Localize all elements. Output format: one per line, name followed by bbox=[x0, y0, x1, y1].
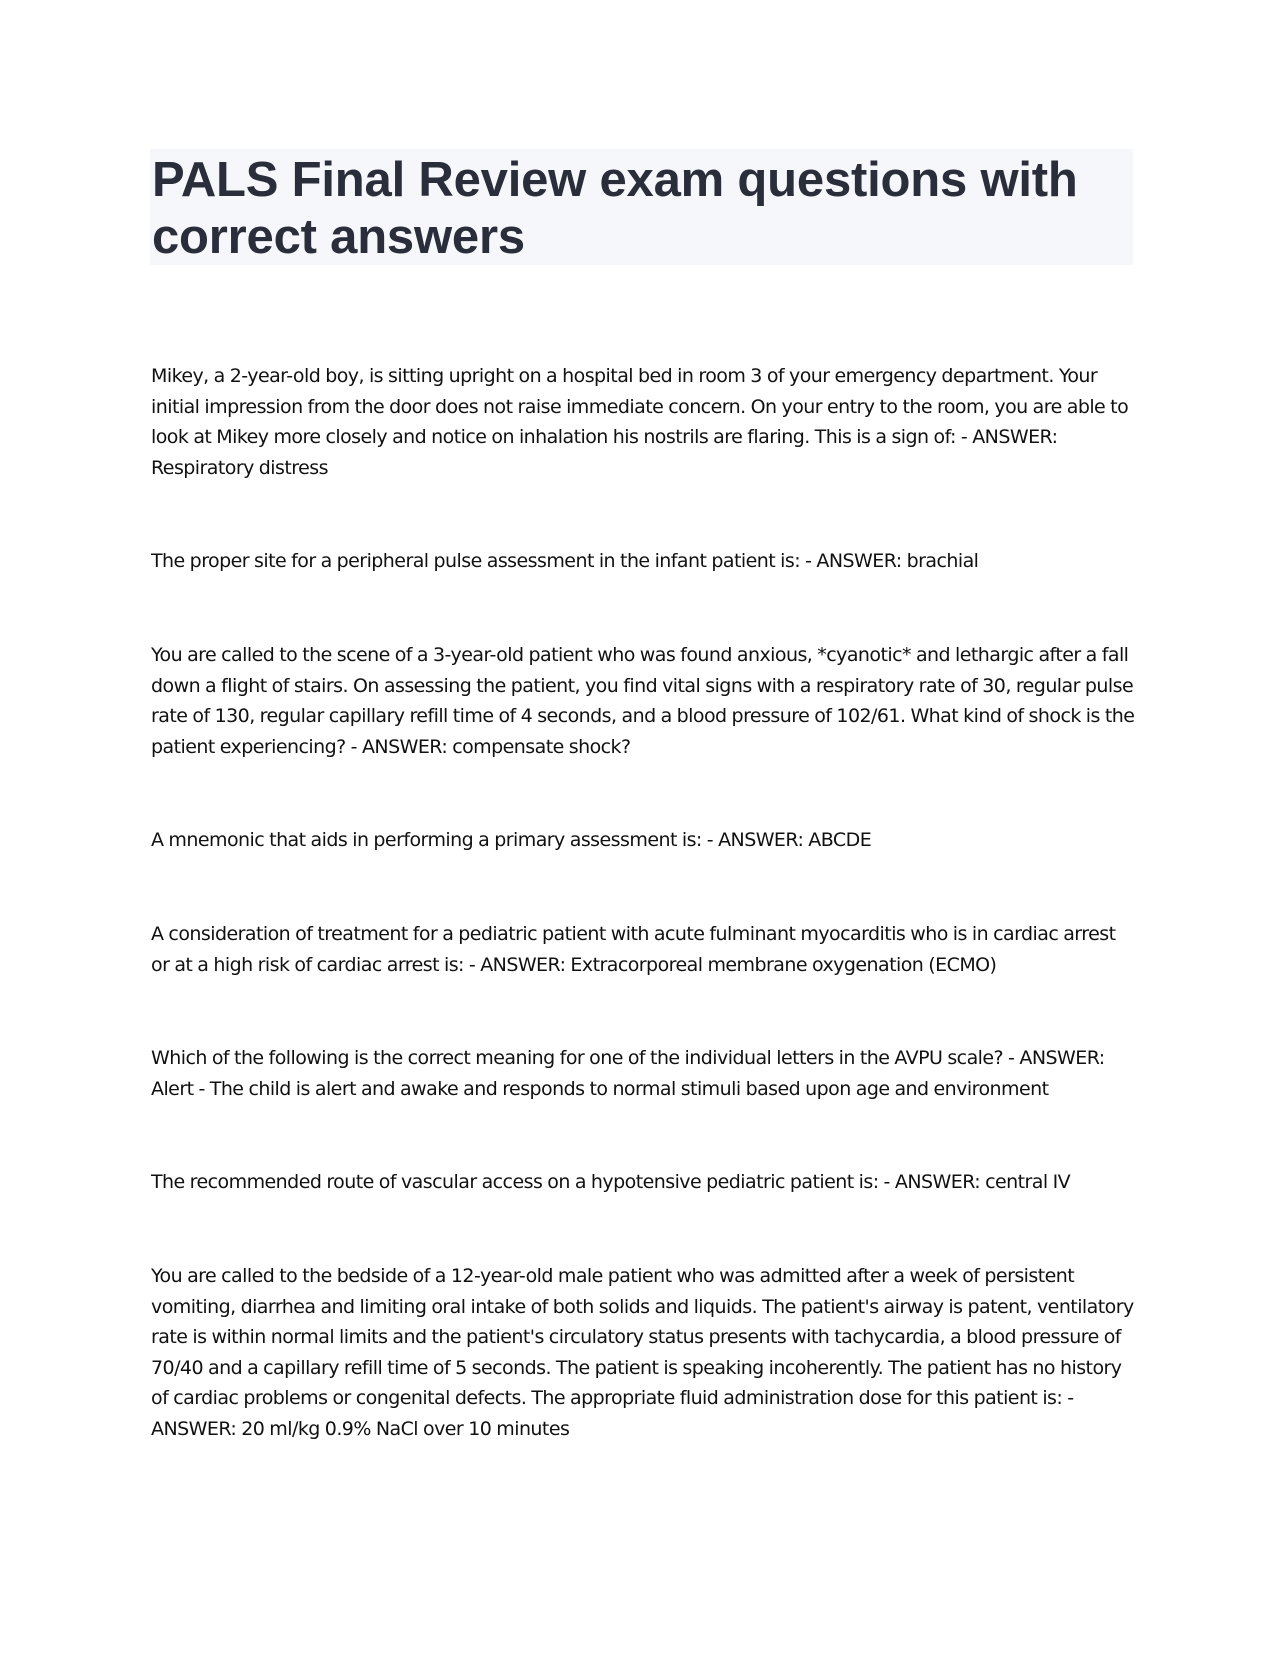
question-text: Mikey, a 2-year-old boy, is sitting upright on a hospital bed in room 3 of your emergency department. Your initial impression from the door does not raise immediate concern. On your entry to the room, you are able to look at Mikey more closely and notice on inhalation his nostrils are flaring. This is a sign of: - bbox=[151, 365, 1129, 449]
qa-item-1 bbox=[151, 361, 1136, 483]
qa-list bbox=[151, 361, 1136, 1507]
answer-text: ANSWER: central IV bbox=[894, 1171, 1071, 1194]
question-text: The recommended route of vascular access on a hypotensive pediatric patient is: - bbox=[151, 1171, 890, 1194]
answer-text: ANSWER: Respiratory distress bbox=[151, 426, 1058, 479]
question-text: You are called to the bedside of a 12-year-old male patient who was admitted after a week of persistent vomiting, diarrhea and limiting oral intake of both solids and liquids. The patient's airway is patent, ventilatory rate is within normal limits and the patient's circulatory status presents with tachycardia, a blood pressure of 70/40 and a capillary refill time of 5 seconds. The patient is speaking incoherently. The patient has no history of cardiac problems or congenital defects. The appropriate fluid administration dose for this patient is: - bbox=[151, 1264, 1134, 1410]
answer-text: ANSWER: compensate shock? bbox=[361, 735, 631, 758]
question-text: Which of the following is the correct meaning for one of the individual letters in the AVPU scale? - bbox=[151, 1047, 1015, 1070]
question-text: A consideration of treatment for a pediatric patient with acute fulminant myocarditis who is in cardiac arrest or at a high risk of cardiac arrest is: - bbox=[151, 922, 1116, 976]
title-banner bbox=[150, 149, 1133, 265]
answer-text: ANSWER: ABCDE bbox=[718, 829, 872, 852]
qa-item-7 bbox=[151, 1167, 1136, 1198]
qa-item-4 bbox=[151, 825, 1136, 856]
qa-item-6 bbox=[151, 1043, 1136, 1104]
question-text: A mnemonic that aids in performing a primary assessment is: - bbox=[151, 829, 714, 852]
qa-item-5 bbox=[151, 919, 1136, 980]
qa-item-8 bbox=[151, 1261, 1136, 1445]
answer-text: ANSWER: brachial bbox=[816, 550, 979, 573]
qa-item-2 bbox=[151, 546, 1136, 577]
question-text: You are called to the scene of a 3-year-old patient who was found anxious, *cyanotic* and lethargic after a fall down a flight of stairs. On assessing the patient, you find vital signs with a respiratory rate of 30, regular pulse rate of 130, regular capillary refill time of 4 seconds, and a blood pressure of 102/61. What kind of shock is the patient experiencing? - bbox=[151, 643, 1135, 758]
question-text: The proper site for a peripheral pulse assessment in the infant patient is: - bbox=[151, 550, 812, 573]
answer-text: ANSWER: 20 ml/kg 0.9% NaCl over 10 minutes bbox=[151, 1417, 570, 1440]
qa-item-3 bbox=[151, 640, 1136, 762]
answer-text: ANSWER: Extracorporeal membrane oxygenation (ECMO) bbox=[480, 953, 997, 976]
answer-text: ANSWER: Alert - The child is alert and awake and responds to normal stimuli based upon age and environment bbox=[151, 1047, 1105, 1100]
page-title: PALS Final Review exam questions with correct answers bbox=[152, 153, 1078, 264]
